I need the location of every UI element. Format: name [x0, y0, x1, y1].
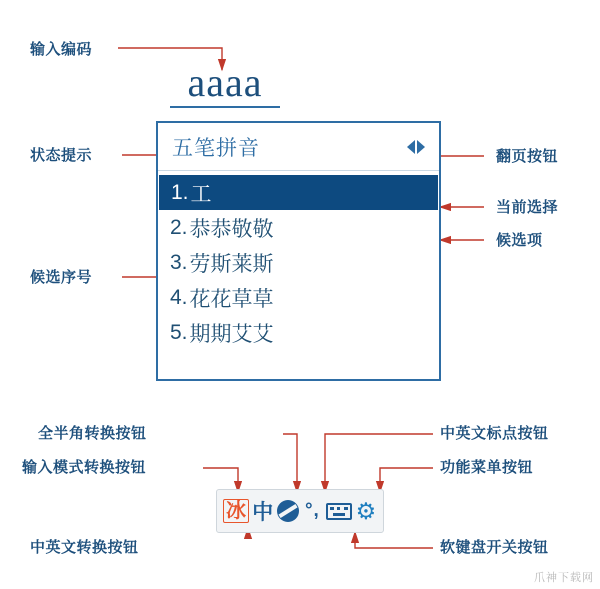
label-soft-keyboard: 软键盘开关按钮	[440, 539, 549, 556]
label-candidate-item: 候选项	[496, 232, 543, 249]
pager-controls[interactable]	[407, 140, 425, 154]
label-input-code: 输入编码	[30, 41, 93, 58]
label-status-hint: 状态提示	[30, 147, 93, 164]
input-mode-button[interactable]	[223, 495, 249, 527]
typed-code-area	[170, 62, 280, 108]
candidate-index-2: 2.	[170, 215, 188, 239]
candidate-index-3: 3.	[170, 250, 188, 274]
punctuation-button[interactable]	[301, 495, 323, 527]
chinese-icon: 中	[252, 501, 274, 524]
label-function-menu: 功能菜单按钮	[440, 459, 534, 476]
label-input-mode-switch: 输入模式转换按钮	[22, 459, 147, 476]
candidate-text-3: 劳斯莱斯	[189, 252, 274, 276]
label-page-buttons: 翻页按钮	[496, 148, 559, 165]
candidate-item-4[interactable]	[158, 280, 439, 315]
candidate-text-2: 恭恭敬敬	[189, 217, 274, 241]
candidate-item-1[interactable]	[159, 175, 438, 210]
watermark: 爪神下载网	[534, 572, 594, 584]
typed-code-text: aaaa	[187, 60, 263, 105]
gear-icon: ⚙	[355, 497, 377, 524]
candidate-item-3[interactable]	[158, 245, 439, 280]
candidate-index-5: 5.	[170, 320, 188, 344]
candidate-index-1: 1.	[171, 180, 189, 204]
label-full-half-width: 全半角转换按钮	[38, 425, 147, 442]
soft-keyboard-button[interactable]	[326, 495, 352, 527]
ime-toolbar	[216, 489, 384, 533]
function-menu-button[interactable]	[355, 495, 377, 527]
cn-en-switch-button[interactable]	[252, 495, 274, 527]
ime-title-bar	[158, 123, 439, 171]
candidate-item-2[interactable]	[158, 210, 439, 245]
label-cn-en-switch: 中英文转换按钮	[30, 539, 139, 556]
candidate-text-4: 花花草草	[189, 287, 274, 311]
half-moon-icon	[277, 500, 299, 522]
full-half-width-button[interactable]	[277, 495, 299, 527]
keyboard-icon	[326, 503, 352, 520]
next-page-icon[interactable]	[417, 140, 425, 154]
candidate-list	[158, 171, 439, 350]
label-current-selection: 当前选择	[496, 199, 559, 216]
ime-title-text: 五笔拼音	[172, 136, 260, 160]
punctuation-icon: °,	[304, 500, 320, 521]
candidate-index-4: 4.	[170, 285, 188, 309]
typed-code-underline	[170, 106, 280, 108]
candidate-text-5: 期期艾艾	[189, 322, 274, 346]
wubi-icon: 冰	[223, 499, 249, 523]
label-cn-en-punct: 中英文标点按钮	[440, 425, 549, 442]
candidate-text-1: 工	[190, 182, 212, 206]
candidate-item-5[interactable]	[158, 315, 439, 350]
prev-page-icon[interactable]	[407, 140, 415, 154]
label-candidate-index: 候选序号	[30, 269, 93, 286]
ime-candidate-window	[156, 121, 441, 381]
